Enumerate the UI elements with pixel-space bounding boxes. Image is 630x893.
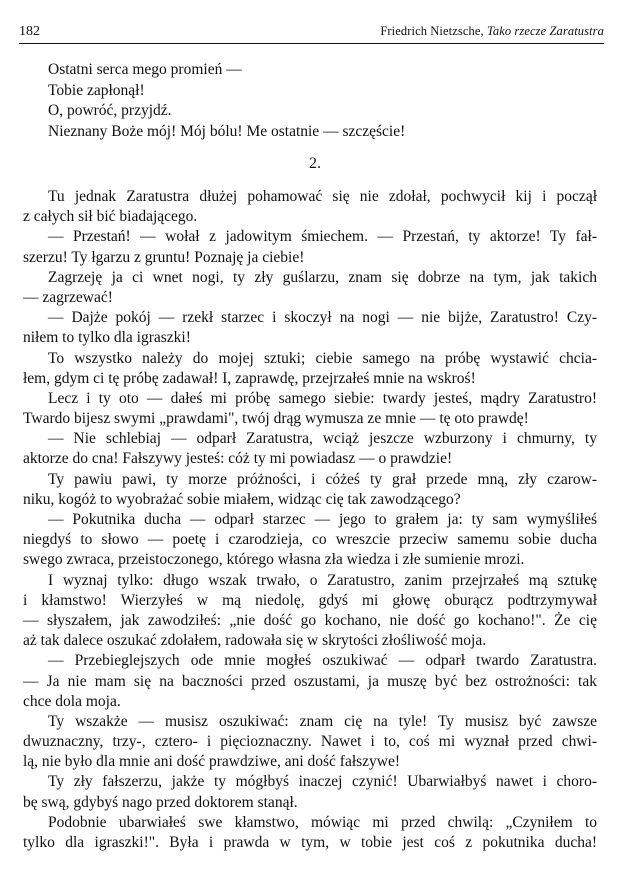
text-line: swego zwraca, przeistoczonego, którego własna zła wiedza i złe sumienie mrozi.: [23, 551, 525, 569]
running-title: [380, 23, 604, 39]
text-line: Twardo bijesz swymi „prawdami", twój drąg wymusza ze mnie — tę oto prawdę!: [23, 410, 529, 428]
book-title: Tako rzecze Zaratustra: [486, 24, 604, 38]
text-line: — Ja nie mam się na baczności przed oszustami, ja muszę być bez ostrożności: tak: [23, 672, 597, 690]
poem-line: Ostatni serca mego promień —: [48, 61, 242, 78]
text-line: niegdyś to słowo — poetę i czarodzieja, co wreszcie przeciw samemu sobie ducha: [23, 531, 597, 549]
page-number: 182: [19, 24, 40, 39]
body-text: [23, 187, 597, 853]
text-line: i kłamstwo! Wierzyłeś w mą niedolę, gdyś mi głowę oburącz podtrzymywał: [23, 591, 597, 609]
text-line: z całych sił bić biadającego.: [23, 208, 198, 226]
poem-stanza: [48, 60, 405, 142]
text-line: Lecz i ty oto — dałeś mi próbę samego siebie: twardy jesteś, mądry Zaratustro!: [48, 389, 597, 407]
text-line: Tu jednak Zaratustra dłużej pohamować się nie zdołał, pochwycił kij i począł: [48, 188, 597, 205]
text-line: aż tak dalece oszukać zdołałem, radowała się w skrytości złośliwość moja.: [23, 632, 487, 650]
text-line: aktorze do cna! Fałszywy jesteś: cóż ty mi powiadasz — o prawdzie!: [23, 450, 453, 468]
author-name: Friedrich Nietzsche,: [380, 24, 484, 38]
text-line: — Dajże pokój — rzekł starzec i skoczył na nogi — nie bijże, Zaratustro! Czy-: [48, 309, 597, 327]
text-line: — Przebieglejszych ode mnie mogłeś oszukiwać — odparł twardo Zaratustra.: [48, 652, 597, 670]
text-line: — zagrzewać!: [23, 288, 113, 306]
text-line: I wyznaj tylko: długo wszak trwało, o Zaratustro, zanim przejrzałeś mą sztukę: [48, 571, 597, 589]
text-line: Zagrzeję ja ci wnet nogi, ty zły guślarzu, znam się dobrze na tym, jak takich: [48, 268, 597, 286]
text-line: — Nie schlebiaj — odparł Zaratustra, wciąż jeszcze wzburzony i chmurny, ty: [48, 430, 597, 448]
text-line: bę swą, gdybyś nago przed doktorem stanął.: [23, 793, 298, 811]
header-rule: [19, 43, 604, 44]
text-line: tylko dla igraszki!". Była i prawda w tym, w tobie jest coś z pokutnika ducha!: [23, 834, 597, 851]
text-line: Ty pawiu pawi, ty morze próżności, i cóżeś ty grał przede mną, zły czarow-: [48, 470, 597, 488]
text-line: lą, nie było dla mnie ani dość prawdziwe, ani dość fałszywe!: [23, 753, 401, 771]
text-line: chce dola moja.: [23, 692, 121, 710]
text-line: niłem to tylko dla igraszki!: [23, 329, 191, 347]
text-line: — Pokutnika ducha — odparł starzec — jego to grałem ja: ty sam wymyśliłeś: [48, 511, 597, 528]
page-header: [19, 23, 604, 40]
text-line: niku, kogóż to wyobrażać sobie miałem, widząc cię tak zawodzącego?: [23, 490, 461, 508]
text-line: szerzu! Ty łgarzu z gruntu! Poznaję ja ciebie!: [23, 248, 305, 266]
text-line: dwuznaczny, trzy-, cztero- i pięcioznaczny. Nawet i to, coś mi wyznał przed chwi-: [23, 733, 597, 751]
poem-line: Tobie zapłonął!: [48, 81, 145, 99]
text-line: Ty zły fałszerzu, jakże ty mógłbyś inaczej czynić! Ubarwiałbyś nawet i choro-: [48, 773, 597, 791]
text-line: — Przestań! — wołał z jadowitym śmiechem. — Przestań, ty aktorze! Ty fał-: [48, 228, 597, 246]
poem-line: Nieznany Boże mój! Mój bólu! Me ostatnie — szczęście!: [48, 122, 406, 140]
text-line: — słyszałem, jak zawodziłeś: „nie dość go kochano, nie dość go kochano!". Że cię: [23, 611, 597, 629]
text-line: To wszystko należy do mojej sztuki; ciebie samego na próbę wystawić chcia-: [48, 349, 597, 367]
text-line: Podobnie ubarwiałeś swe kłamstwo, mówiąc mi przed chwilą: „Czyniłem to: [48, 813, 597, 831]
text-line: Ty wszakże — musisz oszukiwać: znam cię na tyle! Ty musisz być zawsze: [48, 712, 597, 730]
text-line: łem, gdym ci tę próbę zadawał! I, zaprawdę, przejrzałeś mnie na wskroś!: [23, 369, 476, 387]
poem-line: O, powróć, przyjdź.: [48, 102, 172, 119]
section-number: 2.: [309, 155, 321, 172]
